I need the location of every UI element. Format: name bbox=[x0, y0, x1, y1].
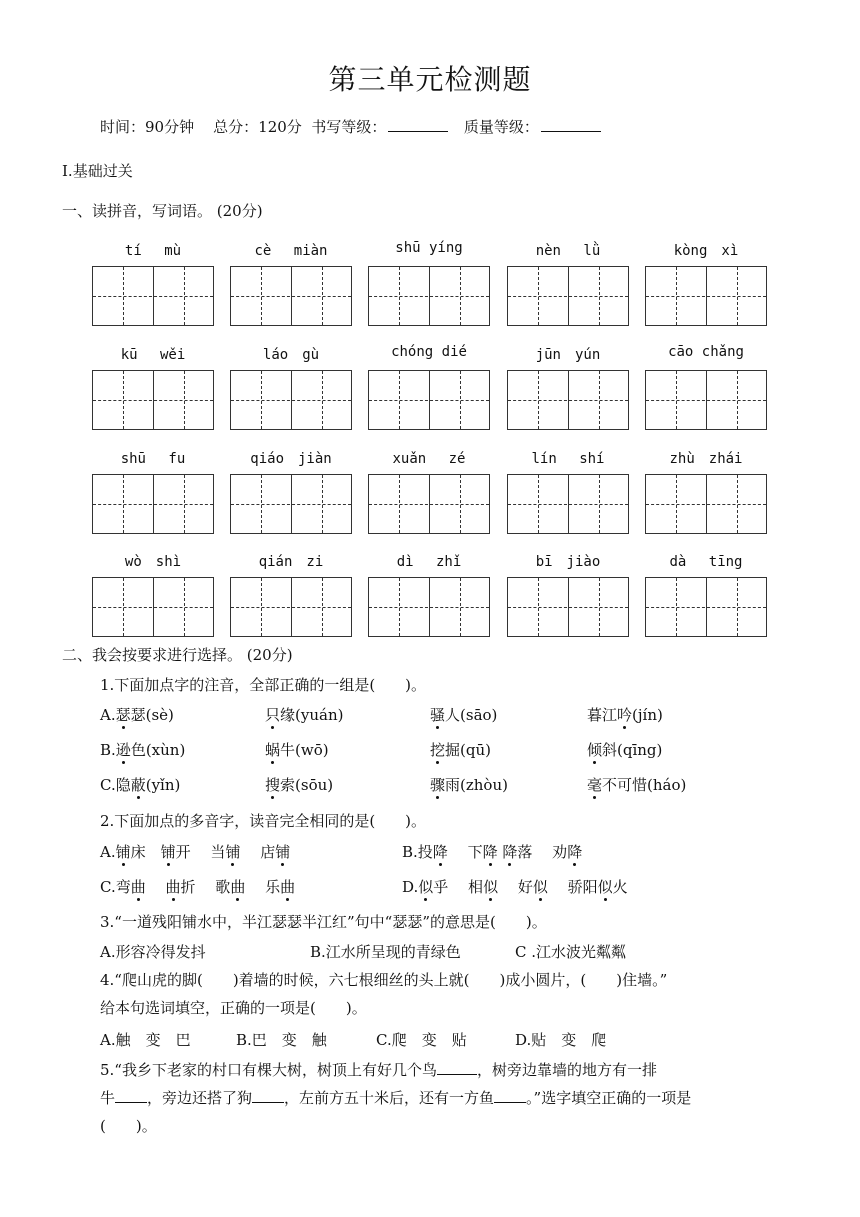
grid-line bbox=[369, 504, 489, 505]
pinyin-label: nèn lǜ bbox=[535, 243, 601, 259]
grid-line bbox=[93, 296, 213, 297]
page-title: 第三单元检测题 bbox=[328, 63, 532, 96]
grid-line bbox=[369, 400, 489, 401]
quality-blank[interactable] bbox=[541, 117, 601, 132]
pinyin-label: kū wěi bbox=[120, 347, 186, 363]
grid-line bbox=[646, 607, 766, 608]
grid-line bbox=[646, 296, 766, 297]
pinyin-label: xuǎn zé bbox=[392, 451, 466, 467]
writing-grid[interactable] bbox=[507, 266, 629, 326]
q1-b-item4: 倾斜(qīng) bbox=[587, 741, 663, 759]
pinyin-label: bī jiào bbox=[535, 554, 601, 570]
grid-line bbox=[231, 607, 351, 608]
pinyin-label: lín shí bbox=[531, 451, 605, 467]
q4-option-b: B.巴 变 触 bbox=[236, 1031, 327, 1049]
q5-blank-3[interactable] bbox=[252, 1088, 284, 1103]
exam-meta bbox=[100, 116, 607, 137]
writing-label: 书写等级： bbox=[311, 118, 387, 136]
q1-option-a: A.瑟瑟(sè) bbox=[100, 706, 174, 724]
q5-blank-2[interactable] bbox=[115, 1088, 147, 1103]
time-label: 时间：90分钟 bbox=[100, 118, 195, 136]
writing-grid[interactable] bbox=[645, 266, 767, 326]
grid-line bbox=[231, 504, 351, 505]
writing-grid[interactable] bbox=[92, 577, 214, 637]
q1-a-item3: 骚人(sāo) bbox=[430, 706, 498, 724]
grid-line bbox=[508, 504, 628, 505]
q5-blank-4[interactable] bbox=[494, 1088, 526, 1103]
pinyin-label: qián zi bbox=[258, 554, 324, 570]
q3-option-b: B.江水所呈现的青绿色 bbox=[310, 943, 461, 961]
pinyin-label: cāo chǎng bbox=[668, 344, 744, 360]
total-label: 总分：120分 bbox=[213, 118, 302, 136]
part-one-heading: Ⅰ.基础过关 bbox=[62, 162, 133, 180]
pinyin-label: wò shì bbox=[124, 554, 182, 570]
grid-line bbox=[646, 504, 766, 505]
q4-option-d: D.贴 变 爬 bbox=[515, 1031, 607, 1049]
writing-grid[interactable] bbox=[230, 266, 352, 326]
q3-stem: 3.“一道残阳铺水中，半江瑟瑟半江红”句中“瑟瑟”的意思是( )。 bbox=[100, 913, 547, 931]
pinyin-label: dà tīng bbox=[669, 554, 743, 570]
writing-grid[interactable] bbox=[92, 266, 214, 326]
q1-b-item3: 挖掘(qū) bbox=[430, 741, 491, 759]
q1-c-item4: 毫不可惜(háo) bbox=[587, 776, 687, 794]
pinyin-label: tí mù bbox=[124, 243, 182, 259]
writing-grid[interactable] bbox=[507, 370, 629, 430]
q1-a-item4: 暮江吟(jín) bbox=[587, 706, 663, 724]
writing-grid[interactable] bbox=[507, 474, 629, 534]
pinyin-label: láo gù bbox=[262, 347, 320, 363]
writing-grid[interactable] bbox=[92, 370, 214, 430]
pinyin-label: zhù zhái bbox=[669, 451, 743, 467]
grid-line bbox=[369, 607, 489, 608]
section1-heading: 一、读拼音，写词语。 (20分) bbox=[62, 202, 263, 220]
writing-grid[interactable] bbox=[368, 474, 490, 534]
q2-option-a: A.铺床 铺开 当铺 店铺 bbox=[100, 843, 291, 861]
q1-b-item2: 蜗牛(wō) bbox=[265, 741, 329, 759]
q1-stem: 1.下面加点字的注音，全部正确的一组是( )。 bbox=[100, 676, 427, 694]
q4-stem2: 给本句选词填空，正确的一项是( )。 bbox=[100, 999, 367, 1017]
q2-option-c: C.弯曲 曲折 歌曲 乐曲 bbox=[100, 878, 296, 896]
writing-grid[interactable] bbox=[645, 474, 767, 534]
grid-line bbox=[93, 607, 213, 608]
grid-line bbox=[93, 504, 213, 505]
q5-line2: 牛 ，旁边还搭了狗 ，左前方五十米后，还有一方鱼 。”选字填空正确的一项是 bbox=[100, 1089, 692, 1107]
pinyin-label: shū yíng bbox=[395, 240, 463, 256]
grid-line bbox=[508, 400, 628, 401]
q5-line1: 5.“我乡下老家的村口有棵大树，树顶上有好几个鸟 ，树旁边靠墙的地方有一排 bbox=[100, 1061, 657, 1079]
q1-option-c: C.隐蔽(yǐn) bbox=[100, 776, 181, 794]
grid-line bbox=[508, 296, 628, 297]
grid-line bbox=[646, 400, 766, 401]
q2-option-d: D.似乎 相似 好似 骄阳似火 bbox=[402, 878, 628, 896]
q4-option-a: A.触 变 巴 bbox=[100, 1031, 191, 1049]
q1-option-b: B.逊色(xùn) bbox=[100, 741, 186, 759]
writing-grid[interactable] bbox=[92, 474, 214, 534]
q3-option-c: C .江水波光粼粼 bbox=[515, 943, 627, 961]
writing-grid[interactable] bbox=[230, 577, 352, 637]
q4-option-c: C.爬 变 贴 bbox=[376, 1031, 467, 1049]
writing-grid[interactable] bbox=[368, 266, 490, 326]
q1-a-item2: 只缘(yuán) bbox=[265, 706, 344, 724]
q3-option-a: A.形容冷得发抖 bbox=[100, 943, 206, 961]
pinyin-label: jūn yún bbox=[535, 347, 601, 363]
writing-grid[interactable] bbox=[507, 577, 629, 637]
pinyin-label: dì zhǐ bbox=[396, 554, 462, 570]
writing-grid[interactable] bbox=[368, 577, 490, 637]
q2-option-b: B.投降 下降 降落 劝降 bbox=[402, 843, 583, 861]
q5-line3: ( )。 bbox=[100, 1117, 157, 1135]
pinyin-label: qiáo jiàn bbox=[250, 451, 332, 467]
grid-line bbox=[93, 400, 213, 401]
writing-grid[interactable] bbox=[230, 474, 352, 534]
grid-line bbox=[369, 296, 489, 297]
grid-line bbox=[508, 607, 628, 608]
section2-heading: 二、我会按要求进行选择。 (20分) bbox=[62, 646, 293, 664]
pinyin-label: cè miàn bbox=[254, 243, 328, 259]
writing-grid[interactable] bbox=[645, 577, 767, 637]
grid-line bbox=[231, 400, 351, 401]
pinyin-label: shū fu bbox=[120, 451, 186, 467]
q5-blank-1[interactable] bbox=[437, 1060, 477, 1075]
writing-grid[interactable] bbox=[230, 370, 352, 430]
writing-grid[interactable] bbox=[368, 370, 490, 430]
q1-c-item3: 骤雨(zhòu) bbox=[430, 776, 508, 794]
q4-stem: 4.“爬山虎的脚( )着墙的时候，六七根细丝的头上就( )成小圆片，( )住墙。” bbox=[100, 971, 668, 989]
q1-c-item2: 搜索(sōu) bbox=[265, 776, 334, 794]
pinyin-label: kòng xì bbox=[673, 243, 739, 259]
writing-blank[interactable] bbox=[388, 117, 448, 132]
q2-stem: 2.下面加点的多音字，读音完全相同的是( )。 bbox=[100, 812, 427, 830]
pinyin-label: chóng dié bbox=[391, 344, 467, 360]
quality-label: 质量等级： bbox=[463, 118, 539, 136]
grid-line bbox=[231, 296, 351, 297]
writing-grid[interactable] bbox=[645, 370, 767, 430]
